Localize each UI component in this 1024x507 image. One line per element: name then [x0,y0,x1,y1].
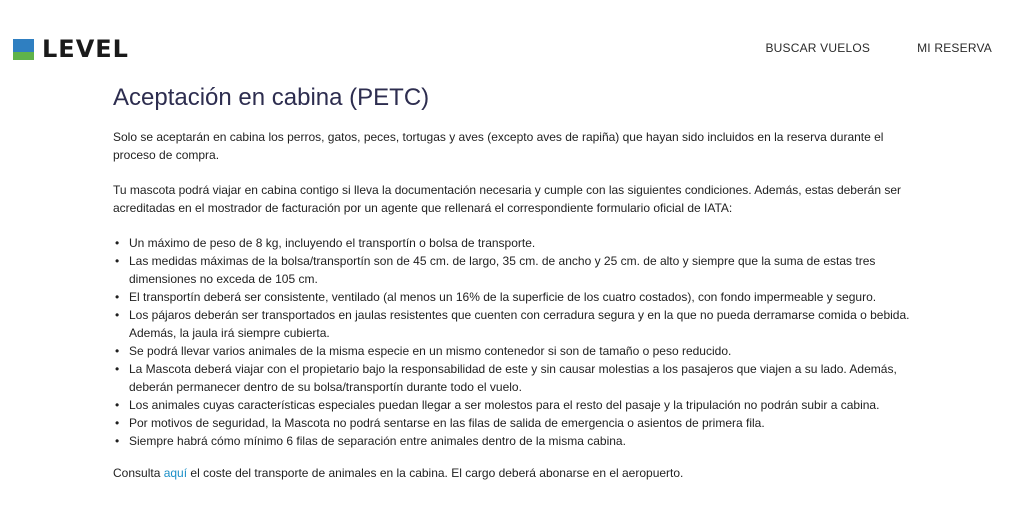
pricing-note-before: Consulta [113,466,164,480]
list-item: • Se podrá llevar varios animales de la misma especie en un mismo contenedor si son de tamaño o peso reducido. [129,342,913,360]
pricing-note-after: el coste del transporte de animales en la cabina. El cargo deberá abonarse en el aeropuerto. [187,466,684,480]
list-item: • Siempre habrá cómo mínimo 6 filas de separación entre animales dentro de la misma cabina. [129,432,913,450]
list-item: • Un máximo de peso de 8 kg, incluyendo el transportín o bolsa de transporte. [129,234,913,252]
list-item: • Los pájaros deberán ser transportados en jaulas resistentes que cuenten con cerradura segura y en la que no pueda derramarse comida o bebida. Además, la jaula irá siempre cubierta. [129,306,913,342]
list-item: • Por motivos de seguridad, la Mascota no podrá sentarse en las filas de salida de emergencia o asientos de primera fila. [129,414,913,432]
logo-link[interactable] [13,35,129,63]
list-item: • Los animales cuyas características especiales puedan llegar a ser molestos para el resto del pasaje y la tripulación no podrán subir a cabina. [129,396,913,414]
pricing-link[interactable]: aquí [163,466,188,480]
conditions-list [113,234,913,450]
nav-my-booking[interactable]: MI RESERVA [917,41,992,55]
main-content [113,82,913,482]
list-item: • La Mascota deberá viajar con el propietario bajo la responsabilidad de este y sin causar molestias a los pasajeros que viajen a su lado. Además, deberán permanecer dentro de su bolsa/transportín durante todo el vuelo. [129,360,913,396]
pricing-note [113,464,913,482]
nav-search-flights[interactable]: BUSCAR VUELOS [765,41,871,55]
page-title: Aceptación en cabina (PETC) [113,84,430,111]
site-header [0,0,1024,90]
intro-paragraph: Solo se aceptarán en cabina los perros, gatos, peces, tortugas y aves (excepto aves de rapiña) que hayan sido incluidos en la reserva durante el proceso de compra. [113,130,884,162]
conditions-intro-paragraph: Tu mascota podrá viajar en cabina contigo si lleva la documentación necesaria y cumple con las siguientes condiciones. Además, estas deberán ser acreditadas en el mostrador de facturación por un agente que rellenará el correspondiente formulario oficial de IATA: [113,183,901,215]
level-logo-icon [13,39,34,60]
list-item: • El transportín deberá ser consistente, ventilado (al menos un 16% de la superficie de los cuatro costados), con fondo impermeable y seguro. [129,288,913,306]
main-nav [718,41,992,55]
list-item: • Las medidas máximas de la bolsa/transportín son de 45 cm. de largo, 35 cm. de ancho y 25 cm. de alto y siempre que la suma de estas tres dimensiones no exceda de 105 cm. [129,252,913,288]
logo-text: LEVEL [42,35,129,63]
